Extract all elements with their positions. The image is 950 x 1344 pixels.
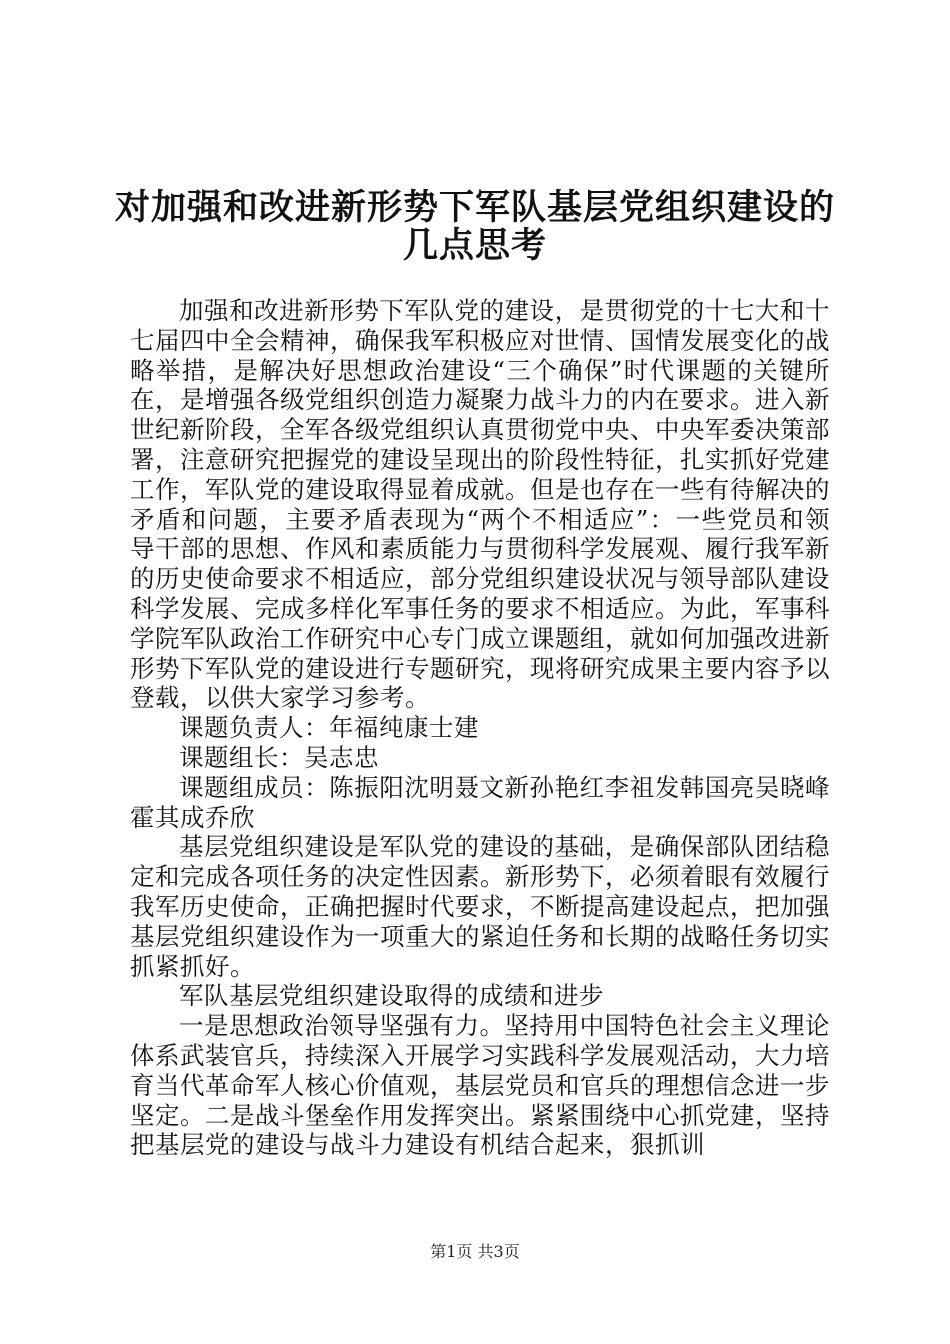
section-heading-achievements: 军队基层党组织建设取得的成绩和进步 xyxy=(179,981,604,1011)
paragraph-group-members: 课题组成员：陈振阳沈明聂文新孙艳红李祖发韩国亮吴晓峰霍其成乔欣 xyxy=(130,772,830,832)
document-title-line-2: 几点思考 xyxy=(402,225,547,266)
paragraph-group-leader: 课题组长：吴志忠 xyxy=(179,742,379,772)
document-title-line-1: 对加强和改进新形势下军队基层党组织建设的 xyxy=(114,187,835,228)
paragraph-achievements: 一是思想政治领导坚强有力。坚持用中国特色社会主义理论体系武装官兵，持续深入开展学习实践科学发展观活动，大力培育当代革命军人核心价值观，基层党员和官兵的理想信念进一步坚定。二是战斗堡垒作用发挥突出。紧紧围绕中心抓党建，坚持把基层党的建设与战斗力建设有机结合起来，狠抓训 xyxy=(130,1011,830,1160)
paragraph-intro: 加强和改进新形势下军队党的建设，是贯彻党的十七大和十七届四中全会精神，确保我军积极应对世情、国情发展变化的战略举措，是解决好思想政治建设“三个确保”时代课题的关键所在，是增强各级党组织创造力凝聚力战斗力的内在要求。进入新世纪新阶段，全军各级党组织认真贯彻党中央、中央军委决策部署，注意研究把握党的建设呈现出的阶段性特征，扎实抓好党建工作，军队党的建设取得显着成就。但是也存在一些有待解决的矛盾和问题，主要矛盾表现为“两个不相适应”：一些党员和领导干部的思想、作风和素质能力与贯彻科学发展观、履行我军新的历史使命要求不相适应，部分党组织建设状况与领导部队建设科学发展、完成多样化军事任务的要求不相适应。为此，军事科学院军队政治工作研究中心专门成立课题组，就如何加强改进新形势下军队党的建设进行专题研究，现将研究成果主要内容予以登载，以供大家学习参考。 xyxy=(130,296,830,713)
paragraph-project-leader: 课题负责人：年福纯康士建 xyxy=(179,713,479,743)
document-body xyxy=(130,296,830,1160)
paragraph-foundation: 基层党组织建设是军队党的建设的基础，是确保部队团结稳定和完成各项任务的决定性因素。新形势下，必须着眼有效履行我军历史使命，正确把握时代要求，不断提高建设起点，把加强基层党组织建设作为一项重大的紧迫任务和长期的战略任务切实抓紧抓好。 xyxy=(130,832,830,981)
page-footer: 第1页 共3页 xyxy=(430,1242,520,1261)
